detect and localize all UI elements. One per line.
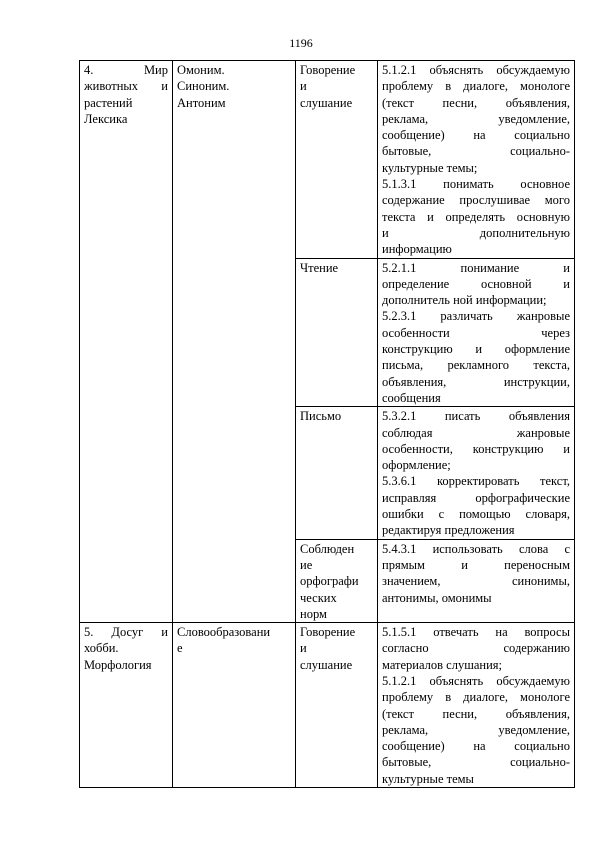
- objective-line: 5.1.2.1 объяснять обсуждаемую: [382, 673, 570, 688]
- objective-line: 5.1.2.1 объяснять обсуждаемую: [382, 63, 570, 77]
- objective-line: бытовые, социально-: [382, 755, 570, 770]
- vocab-line: е: [177, 641, 183, 656]
- objective-line: ошибки с помощью словаря,: [382, 507, 570, 522]
- skill-line: норм: [300, 606, 327, 621]
- topic-line: 4. Мир: [84, 63, 168, 77]
- objective-line: сообщения: [382, 390, 441, 405]
- objective-line: и дополнительную: [382, 225, 570, 240]
- objective-line: 5.2.1.1 понимание и: [382, 260, 570, 275]
- vocab-line: Омоним.: [177, 63, 225, 77]
- skill-cell: [296, 258, 378, 407]
- objective-line: бытовые, социально-: [382, 144, 570, 159]
- table-row: [80, 623, 575, 788]
- objectives-cell: [378, 407, 575, 539]
- topic-cell: [80, 623, 173, 788]
- vocab-line: Антоним: [177, 95, 226, 110]
- objective-line: 5.1.3.1 понимать основное: [382, 177, 570, 192]
- objective-line: проблему в диалоге, монологе: [382, 690, 570, 705]
- objectives-cell: [378, 258, 575, 407]
- objective-line: 5.3.2.1 писать объявления: [382, 409, 570, 424]
- skill-line: слушание: [300, 95, 353, 110]
- vocab-cell: [173, 623, 296, 788]
- objectives-cell: [378, 623, 575, 788]
- objective-line: (текст песни, объявления,: [382, 95, 570, 110]
- topic-line: Морфология: [84, 657, 152, 672]
- objective-line: текста и определять основную: [382, 209, 570, 224]
- skill-line: слушание: [300, 657, 353, 672]
- vocab-line: Синоним.: [177, 79, 230, 94]
- skill-cell: [296, 623, 378, 788]
- skill-line: и: [300, 79, 307, 94]
- skill-line: Письмо: [300, 409, 342, 424]
- skill-cell: [296, 407, 378, 539]
- objective-line: исправляя орфографические: [382, 490, 570, 505]
- skill-cell: [296, 61, 378, 259]
- topic-line: хобби.: [84, 641, 119, 656]
- skill-line: Говорение: [300, 625, 356, 640]
- objectives-cell: [378, 61, 575, 259]
- objective-line: 5.1.5.1 отвечать на вопросы: [382, 625, 570, 640]
- objective-line: редактируя предложения: [382, 523, 515, 538]
- objective-line: информацию: [382, 242, 452, 257]
- skill-line: ческих: [300, 590, 337, 605]
- objective-line: антонимы, омонимы: [382, 590, 492, 605]
- objectives-cell: [378, 539, 575, 622]
- objective-line: содержание прослушивае мого: [382, 193, 570, 208]
- skill-line: Чтение: [300, 260, 339, 275]
- topic-line: растений: [84, 95, 133, 110]
- objective-line: согласно содержанию: [382, 641, 570, 656]
- objective-line: 5.4.3.1 использовать слова с: [382, 541, 570, 556]
- objective-line: реклама, уведомление,: [382, 722, 570, 737]
- curriculum-table: [79, 60, 575, 788]
- objective-line: (текст песни, объявления,: [382, 706, 570, 721]
- vocab-line: Словообразовани: [177, 625, 271, 640]
- objective-line: дополнитель ной информации;: [382, 293, 547, 308]
- objective-line: 5.2.3.1 различать жанровые: [382, 309, 570, 324]
- vocab-cell: [173, 61, 296, 623]
- skill-line: и: [300, 641, 307, 656]
- objective-line: письма, рекламного текста,: [382, 358, 570, 373]
- objective-line: оформление;: [382, 458, 451, 473]
- topic-cell: [80, 61, 173, 623]
- topic-line: животных и: [84, 79, 168, 94]
- topic-line: Лексика: [84, 111, 128, 126]
- objective-line: особенности через: [382, 325, 570, 340]
- table-row: [80, 61, 575, 259]
- skill-line: Соблюден: [300, 541, 355, 556]
- objective-line: 5.3.6.1 корректировать текст,: [382, 474, 570, 489]
- objective-line: определение основной и: [382, 276, 570, 291]
- objective-line: культурные темы: [382, 771, 474, 786]
- objective-line: материалов слушания;: [382, 657, 502, 672]
- skill-line: Говорение: [300, 63, 356, 77]
- objective-line: объявления, инструкции,: [382, 374, 570, 389]
- topic-line: 5. Досуг и: [84, 625, 168, 640]
- objective-line: особенности, конструкцию и: [382, 441, 570, 456]
- objective-line: сообщение) на социально: [382, 128, 570, 143]
- page-number: 1196: [289, 36, 313, 50]
- objective-line: прямым и переносным: [382, 557, 570, 572]
- skill-line: ие: [300, 557, 313, 572]
- objective-line: реклама, уведомление,: [382, 111, 570, 126]
- objective-line: проблему в диалоге, монологе: [382, 79, 570, 94]
- objective-line: конструкцию и оформление: [382, 342, 570, 357]
- skill-line: орфографи: [300, 574, 359, 589]
- objective-line: соблюдая жанровые: [382, 425, 570, 440]
- skill-cell: [296, 539, 378, 622]
- objective-line: культурные темы;: [382, 160, 478, 175]
- objective-line: сообщение) на социально: [382, 739, 570, 754]
- objective-line: значением, синонимы,: [382, 574, 570, 589]
